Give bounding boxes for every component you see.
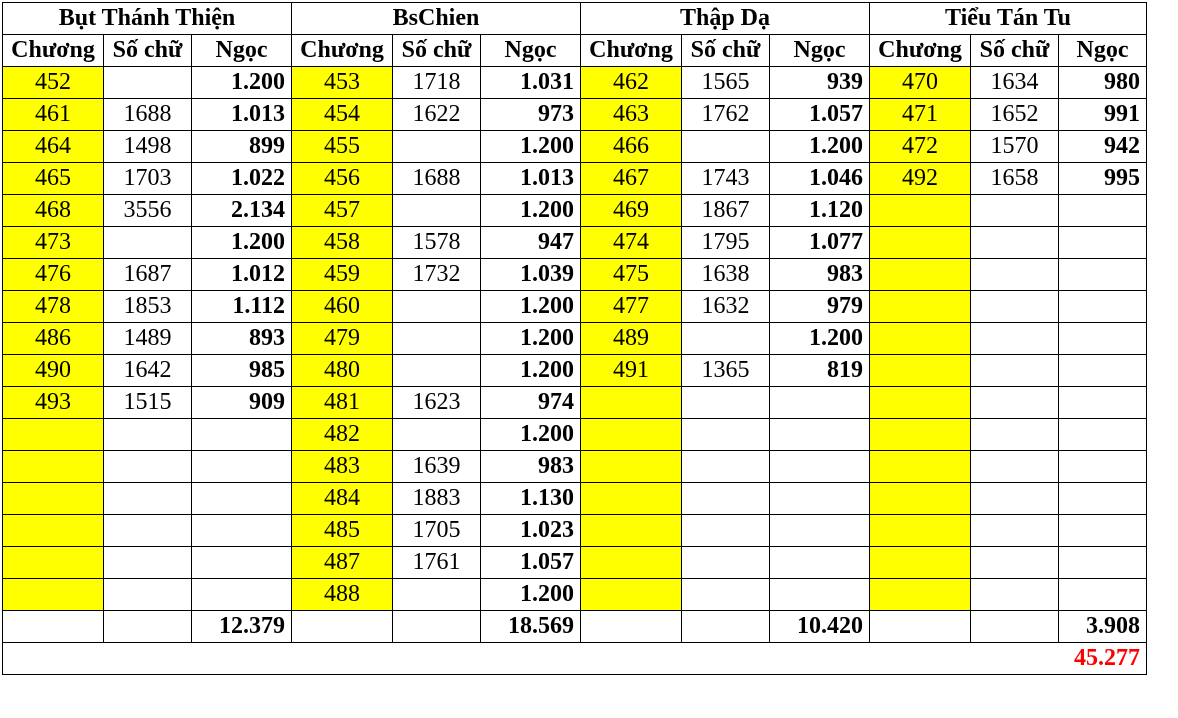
cell-chapter[interactable]: 493 [3,387,104,419]
cell-words[interactable] [104,579,192,611]
sheet-body [3,3,1147,675]
cell-words[interactable]: 1687 [104,259,192,291]
cell-gem[interactable]: 1.200 [481,579,581,611]
cell-gem[interactable]: 1.200 [770,131,870,163]
cell-empty[interactable] [292,611,393,643]
header-words[interactable]: Số chữ [393,35,481,67]
cell-chapter[interactable]: 491 [581,355,682,387]
cell-chapter[interactable]: 465 [3,163,104,195]
cell-words[interactable]: 1853 [104,291,192,323]
cell-chapter[interactable] [3,579,104,611]
cell-chapter[interactable]: 456 [292,163,393,195]
cell-chapter[interactable]: 481 [292,387,393,419]
header-words[interactable]: Số chữ [104,35,192,67]
group-total[interactable]: 3.908 [1059,611,1147,643]
cell-chapter[interactable]: 468 [3,195,104,227]
table-row [3,547,1147,579]
cell-chapter[interactable]: 482 [292,419,393,451]
cell-words[interactable] [393,355,481,387]
cell-gem[interactable]: 980 [1059,67,1147,99]
cell-words[interactable] [393,291,481,323]
group-title[interactable]: BsChien [292,3,581,35]
cell-words[interactable] [971,419,1059,451]
cell-empty[interactable] [971,611,1059,643]
cell-words[interactable] [104,67,192,99]
cell-gem[interactable]: 985 [192,355,292,387]
cell-gem[interactable] [770,387,870,419]
cell-words[interactable]: 1565 [682,67,770,99]
cell-words[interactable] [104,515,192,547]
cell-chapter[interactable]: 488 [292,579,393,611]
cell-gem[interactable]: 1.023 [481,515,581,547]
column-header-row [3,35,1147,67]
cell-words[interactable] [971,515,1059,547]
cell-chapter[interactable] [870,451,971,483]
header-words[interactable]: Số chữ [971,35,1059,67]
group-total[interactable]: 18.569 [481,611,581,643]
totals-row [3,611,1147,643]
cell-chapter[interactable]: 477 [581,291,682,323]
cell-chapter[interactable] [870,483,971,515]
cell-empty[interactable] [3,611,104,643]
cell-words[interactable]: 1762 [682,99,770,131]
cell-words[interactable]: 1795 [682,227,770,259]
table-row [3,195,1147,227]
cell-gem[interactable] [1059,451,1147,483]
cell-gem[interactable]: 2.134 [192,195,292,227]
cell-chapter[interactable]: 459 [292,259,393,291]
cell-words[interactable] [682,579,770,611]
table-row [3,163,1147,195]
cell-gem[interactable]: 1.200 [481,195,581,227]
cell-words[interactable] [104,419,192,451]
cell-gem[interactable]: 1.112 [192,291,292,323]
cell-words[interactable]: 1489 [104,323,192,355]
cell-chapter[interactable] [581,419,682,451]
cell-gem[interactable]: 1.039 [481,259,581,291]
cell-gem[interactable]: 991 [1059,99,1147,131]
table-row [3,355,1147,387]
cell-gem[interactable] [1059,579,1147,611]
cell-words[interactable] [104,483,192,515]
cell-words[interactable] [971,323,1059,355]
cell-words[interactable]: 1632 [682,291,770,323]
cell-gem[interactable]: 939 [770,67,870,99]
cell-words[interactable] [682,323,770,355]
group-title[interactable]: Bụt Thánh Thiện [3,3,292,35]
cell-words[interactable]: 1732 [393,259,481,291]
cell-gem[interactable] [1059,419,1147,451]
cell-gem[interactable]: 1.200 [481,323,581,355]
cell-chapter[interactable] [581,515,682,547]
header-gem[interactable]: Ngọc [481,35,581,67]
cell-gem[interactable]: 1.200 [192,67,292,99]
cell-chapter[interactable]: 462 [581,67,682,99]
cell-empty[interactable] [682,611,770,643]
cell-gem[interactable]: 1.200 [192,227,292,259]
cell-gem[interactable]: 1.200 [481,131,581,163]
cell-words[interactable]: 3556 [104,195,192,227]
cell-chapter[interactable]: 463 [581,99,682,131]
cell-chapter[interactable] [870,355,971,387]
header-words[interactable]: Số chữ [682,35,770,67]
table-row [3,515,1147,547]
cell-chapter[interactable]: 487 [292,547,393,579]
cell-gem[interactable]: 1.031 [481,67,581,99]
cell-gem[interactable]: 995 [1059,163,1147,195]
cell-chapter[interactable] [581,483,682,515]
cell-gem[interactable]: 1.046 [770,163,870,195]
grand-total-spacer[interactable] [3,643,1059,675]
cell-gem[interactable] [192,547,292,579]
cell-gem[interactable] [770,515,870,547]
cell-words[interactable] [971,547,1059,579]
cell-gem[interactable]: 947 [481,227,581,259]
cell-words[interactable]: 1365 [682,355,770,387]
cell-words[interactable] [971,291,1059,323]
cell-chapter[interactable] [870,259,971,291]
cell-gem[interactable] [192,451,292,483]
cell-chapter[interactable] [870,547,971,579]
cell-chapter[interactable]: 457 [292,195,393,227]
header-gem[interactable]: Ngọc [1059,35,1147,67]
cell-chapter[interactable] [3,515,104,547]
cell-gem[interactable] [1059,483,1147,515]
cell-chapter[interactable]: 490 [3,355,104,387]
cell-empty[interactable] [581,611,682,643]
cell-chapter[interactable]: 476 [3,259,104,291]
cell-gem[interactable] [770,419,870,451]
cell-words[interactable]: 1622 [393,99,481,131]
cell-chapter[interactable]: 479 [292,323,393,355]
cell-empty[interactable] [393,611,481,643]
cell-words[interactable]: 1515 [104,387,192,419]
table-row [3,67,1147,99]
cell-chapter[interactable]: 464 [3,131,104,163]
cell-words[interactable]: 1639 [393,451,481,483]
table-row [3,419,1147,451]
cell-chapter[interactable] [870,291,971,323]
cell-words[interactable] [393,419,481,451]
table-row [3,579,1147,611]
table-row [3,259,1147,291]
cell-words[interactable] [104,227,192,259]
cell-gem[interactable] [770,547,870,579]
cell-words[interactable] [682,451,770,483]
group-title-row [3,3,1147,35]
table-row [3,387,1147,419]
cell-chapter[interactable] [870,323,971,355]
cell-chapter[interactable]: 480 [292,355,393,387]
cell-empty[interactable] [104,611,192,643]
cell-chapter[interactable] [581,547,682,579]
cell-chapter[interactable]: 475 [581,259,682,291]
cell-chapter[interactable] [870,419,971,451]
table-row [3,451,1147,483]
cell-chapter[interactable]: 452 [3,67,104,99]
cell-chapter[interactable] [581,451,682,483]
cell-chapter[interactable]: 471 [870,99,971,131]
cell-gem[interactable] [770,451,870,483]
cell-gem[interactable] [192,483,292,515]
cell-chapter[interactable] [3,547,104,579]
cell-gem[interactable] [1059,291,1147,323]
cell-chapter[interactable]: 470 [870,67,971,99]
cell-words[interactable]: 1703 [104,163,192,195]
cell-words[interactable] [682,547,770,579]
cell-gem[interactable] [770,579,870,611]
cell-words[interactable] [971,579,1059,611]
cell-words[interactable] [971,451,1059,483]
cell-words[interactable]: 1642 [104,355,192,387]
cell-words[interactable]: 1578 [393,227,481,259]
cell-chapter[interactable]: 474 [581,227,682,259]
cell-gem[interactable]: 1.130 [481,483,581,515]
cell-gem[interactable]: 973 [481,99,581,131]
group-total[interactable]: 12.379 [192,611,292,643]
cell-gem[interactable] [1059,259,1147,291]
cell-gem[interactable]: 1.013 [481,163,581,195]
cell-words[interactable] [971,259,1059,291]
cell-gem[interactable] [1059,387,1147,419]
cell-words[interactable] [682,131,770,163]
cell-chapter[interactable]: 473 [3,227,104,259]
cell-gem[interactable]: 1.013 [192,99,292,131]
cell-gem[interactable]: 1.200 [770,323,870,355]
cell-gem[interactable] [1059,195,1147,227]
table-row [3,99,1147,131]
cell-chapter[interactable] [581,579,682,611]
table-row [3,291,1147,323]
cell-gem[interactable]: 942 [1059,131,1147,163]
cell-chapter[interactable] [870,515,971,547]
cell-gem[interactable]: 1.200 [481,355,581,387]
cell-chapter[interactable]: 469 [581,195,682,227]
grand-total-row [3,643,1147,675]
cell-words[interactable] [971,355,1059,387]
cell-gem[interactable]: 1.120 [770,195,870,227]
cell-gem[interactable] [1059,227,1147,259]
cell-chapter[interactable]: 466 [581,131,682,163]
cell-gem[interactable]: 1.022 [192,163,292,195]
group-title[interactable]: Tiểu Tán Tu [870,3,1147,35]
cell-gem[interactable]: 1.012 [192,259,292,291]
group-title[interactable]: Thập Dạ [581,3,870,35]
cell-words[interactable]: 1623 [393,387,481,419]
group-total[interactable]: 10.420 [770,611,870,643]
header-chapter[interactable]: Chương [3,35,104,67]
cell-gem[interactable] [1059,323,1147,355]
gem-tally-sheet [2,2,1147,675]
header-chapter[interactable]: Chương [870,35,971,67]
table-row [3,483,1147,515]
cell-words[interactable]: 1761 [393,547,481,579]
cell-words[interactable] [104,547,192,579]
cell-chapter[interactable]: 458 [292,227,393,259]
cell-chapter[interactable] [870,195,971,227]
cell-words[interactable] [682,419,770,451]
header-gem[interactable]: Ngọc [192,35,292,67]
cell-gem[interactable]: 974 [481,387,581,419]
cell-gem[interactable]: 819 [770,355,870,387]
cell-chapter[interactable]: 486 [3,323,104,355]
cell-gem[interactable] [192,419,292,451]
cell-gem[interactable] [1059,515,1147,547]
cell-words[interactable]: 1658 [971,163,1059,195]
cell-words[interactable]: 1652 [971,99,1059,131]
cell-words[interactable] [682,387,770,419]
cell-gem[interactable]: 1.057 [481,547,581,579]
cell-words[interactable]: 1883 [393,483,481,515]
grand-total[interactable]: 45.277 [1059,643,1147,675]
cell-gem[interactable] [192,579,292,611]
cell-chapter[interactable]: 472 [870,131,971,163]
cell-gem[interactable]: 1.200 [481,419,581,451]
table-row [3,227,1147,259]
cell-words[interactable]: 1570 [971,131,1059,163]
cell-gem[interactable]: 893 [192,323,292,355]
cell-gem[interactable]: 983 [770,259,870,291]
cell-gem[interactable] [1059,355,1147,387]
cell-words[interactable]: 1688 [393,163,481,195]
cell-words[interactable] [682,483,770,515]
cell-chapter[interactable]: 489 [581,323,682,355]
cell-gem[interactable] [770,483,870,515]
cell-gem[interactable]: 1.077 [770,227,870,259]
cell-chapter[interactable] [3,419,104,451]
header-gem[interactable]: Ngọc [770,35,870,67]
cell-words[interactable]: 1867 [682,195,770,227]
cell-chapter[interactable] [3,483,104,515]
cell-words[interactable] [971,483,1059,515]
cell-words[interactable]: 1718 [393,67,481,99]
cell-words[interactable]: 1705 [393,515,481,547]
cell-chapter[interactable] [3,451,104,483]
cell-empty[interactable] [870,611,971,643]
cell-words[interactable] [393,131,481,163]
cell-gem[interactable]: 909 [192,387,292,419]
table-row [3,323,1147,355]
cell-words[interactable] [971,195,1059,227]
cell-chapter[interactable]: 478 [3,291,104,323]
cell-gem[interactable]: 1.057 [770,99,870,131]
cell-gem[interactable] [192,515,292,547]
cell-chapter[interactable]: 460 [292,291,393,323]
cell-words[interactable] [393,323,481,355]
cell-gem[interactable]: 1.200 [481,291,581,323]
cell-gem[interactable] [1059,547,1147,579]
cell-chapter[interactable]: 484 [292,483,393,515]
cell-gem[interactable]: 899 [192,131,292,163]
cell-words[interactable] [393,195,481,227]
table-row [3,131,1147,163]
cell-chapter[interactable]: 483 [292,451,393,483]
cell-chapter[interactable] [581,387,682,419]
header-chapter[interactable]: Chương [581,35,682,67]
cell-words[interactable]: 1688 [104,99,192,131]
cell-words[interactable] [971,227,1059,259]
cell-chapter[interactable] [870,579,971,611]
cell-gem[interactable]: 979 [770,291,870,323]
cell-words[interactable] [682,515,770,547]
cell-chapter[interactable]: 492 [870,163,971,195]
cell-chapter[interactable]: 467 [581,163,682,195]
cell-chapter[interactable]: 453 [292,67,393,99]
header-chapter[interactable]: Chương [292,35,393,67]
cell-words[interactable]: 1498 [104,131,192,163]
cell-chapter[interactable]: 454 [292,99,393,131]
cell-chapter[interactable] [870,227,971,259]
cell-words[interactable]: 1634 [971,67,1059,99]
cell-words[interactable] [971,387,1059,419]
cell-chapter[interactable]: 455 [292,131,393,163]
cell-words[interactable]: 1743 [682,163,770,195]
cell-chapter[interactable] [870,387,971,419]
cell-words[interactable] [104,451,192,483]
cell-words[interactable]: 1638 [682,259,770,291]
cell-chapter[interactable]: 461 [3,99,104,131]
cell-chapter[interactable]: 485 [292,515,393,547]
cell-gem[interactable]: 983 [481,451,581,483]
cell-words[interactable] [393,579,481,611]
